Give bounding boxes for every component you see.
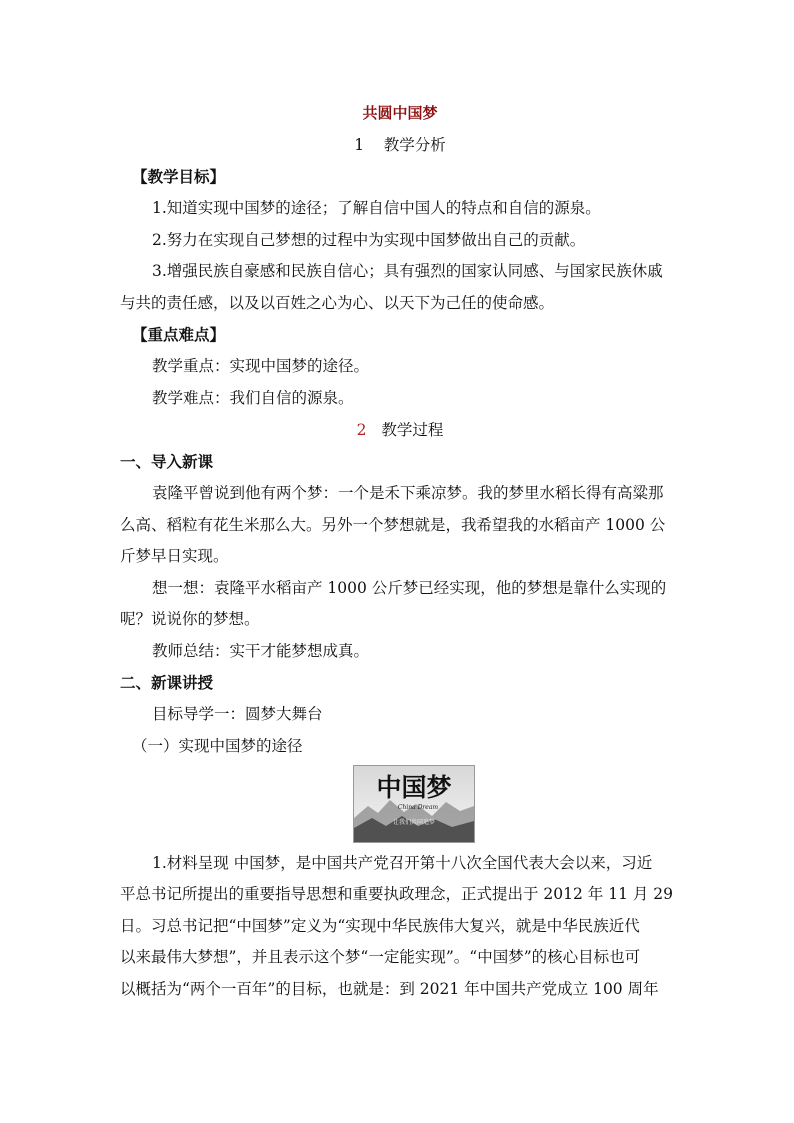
section-heading-analysis [120,135,680,155]
lesson-heading: 二、新课讲授 [120,674,214,692]
intro-heading: 一、导入新课 [120,453,214,471]
image-sub-text: China Dream [397,804,439,811]
lesson-subsection: （一）实现中国梦的途径 [132,737,303,755]
key-focus: 教学重点：实现中国梦的途径。 [152,357,370,375]
image-footer-text: 让我们共同追梦 [392,819,436,826]
key-points-heading: 【重点难点】 [132,326,226,344]
objectives-heading: 【教学目标】 [132,168,226,186]
material-line-3: 日。习总书记把“中国梦”定义为“实现中华民族伟大复兴，就是中华民族近代 [120,917,640,935]
lesson-goal: 目标导学一：圆梦大舞台 [152,705,323,723]
intro-paragraph-1-line-1: 袁隆平曾说到他有两个梦：一个是禾下乘凉梦。我的梦里水稻长得有高粱那 [152,484,664,502]
key-difficulty: 教学难点：我们自信的源泉。 [152,389,354,407]
image-main-text: 中国梦 [376,773,452,802]
intro-paragraph-2-line-1: 想一想：袁隆平水稻亩产 1000 公斤梦已经实现，他的梦想是靠什么实现的 [152,579,667,597]
intro-paragraph-2-line-2: 呢？说说你的梦想。 [120,610,260,628]
document-title: 共圆中国梦 [362,104,438,122]
section-heading-process [120,420,680,440]
teacher-summary: 教师总结：实干才能梦想成真。 [152,642,370,660]
ink-landscape-graphic [354,766,474,842]
objective-item-2: 2.努力在实现自己梦想的过程中为实现中国梦做出自己的贡献。 [152,231,586,249]
china-dream-image [353,765,475,843]
material-line-2: 平总书记所提出的重要指导思想和重要执政理念，正式提出于 2012 年 11 月 29 [120,885,674,903]
objective-item-3-line-1: 3.增强民族自豪感和民族自信心；具有强烈的国家认同感、与国家民族休戚 [152,262,663,280]
intro-paragraph-1-line-3: 斤梦早日实现。 [120,547,229,565]
section-label: 教学过程 [381,421,444,439]
section-number: 1 [354,136,365,154]
intro-paragraph-1-line-2: 么高、稻粒有花生米那么大。另外一个梦想就是，我希望我的水稻亩产 1000 公 [120,516,666,534]
material-line-5: 以概括为“两个一百年”的目标，也就是：到 2021 年中国共产党成立 100 周年 [120,980,659,998]
objective-item-1: 1.知道实现中国梦的途径；了解自信中国人的特点和自信的源泉。 [152,199,601,217]
section-number: 2 [356,421,367,439]
material-line-4: 以来最伟大梦想”，并且表示这个梦“一定能实现”。“中国梦”的核心目标也可 [120,948,641,966]
material-line-1: 1.材料呈现 中国梦，是中国共产党召开第十八次全国代表大会以来，习近 [152,854,653,872]
objective-item-3-line-2: 与共的责任感，以及以百姓之心为心、以天下为己任的使命感。 [120,294,555,312]
section-label: 教学分析 [383,136,446,154]
